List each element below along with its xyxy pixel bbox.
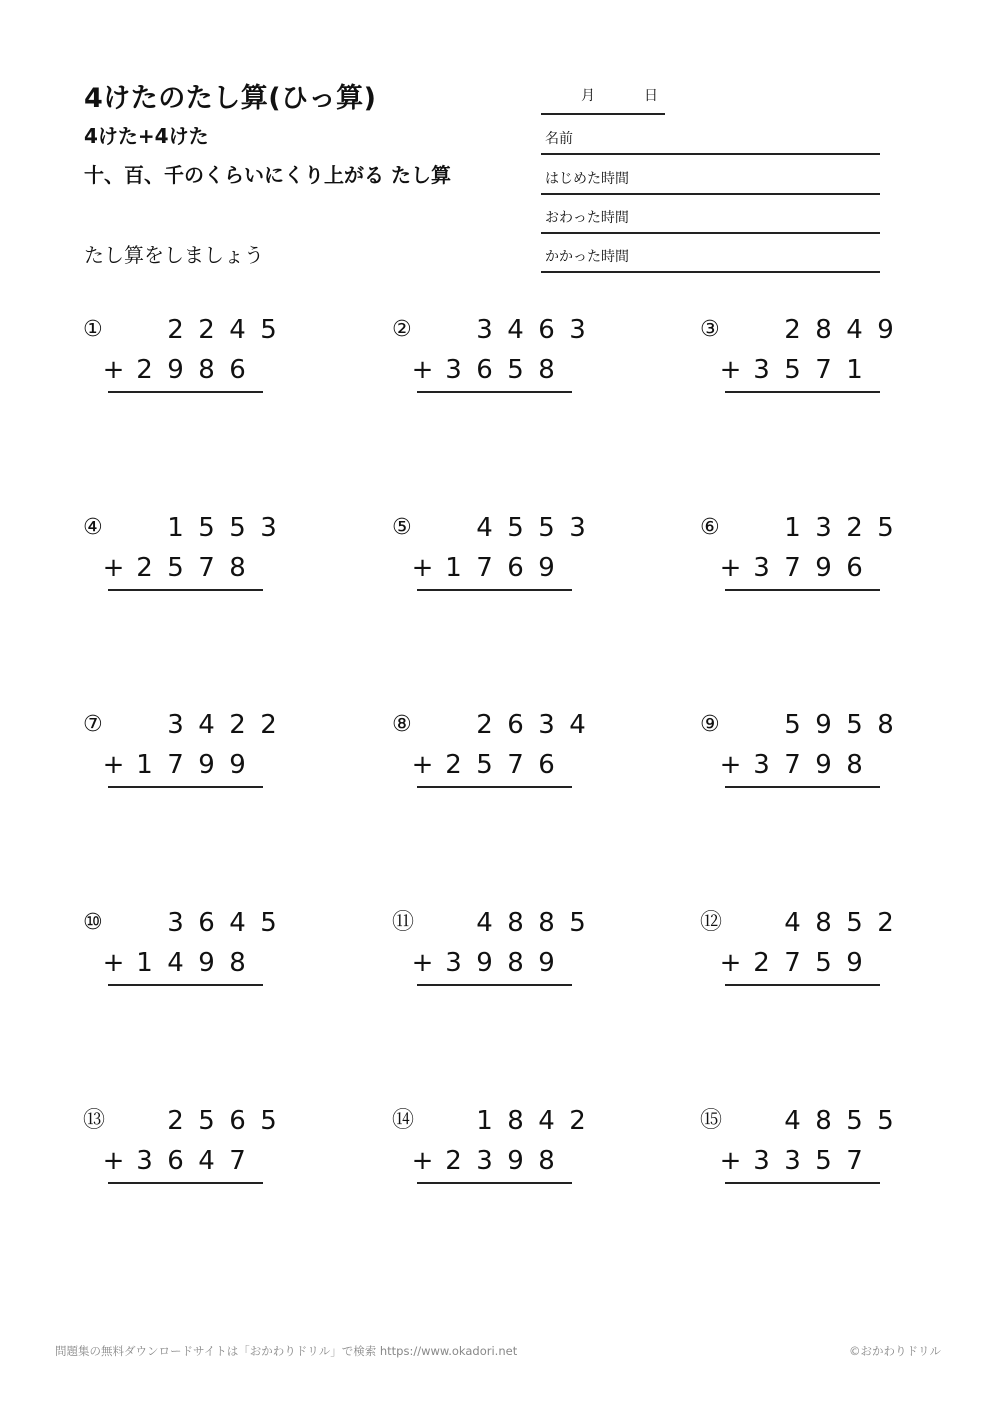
answer-line[interactable] <box>108 391 263 393</box>
end-time-field[interactable] <box>541 194 880 234</box>
digit: 6 <box>538 315 555 345</box>
digit: 5 <box>538 513 555 543</box>
digit: 2 <box>445 1146 462 1176</box>
digit: 3 <box>753 750 770 780</box>
problem-number: ⑪ <box>392 910 415 935</box>
digit: 8 <box>877 710 894 740</box>
digit: 5 <box>815 1146 832 1176</box>
addend-top <box>438 514 593 542</box>
digit: 5 <box>815 948 832 978</box>
digit: 4 <box>198 710 215 740</box>
digit: 3 <box>753 553 770 583</box>
digit: 9 <box>198 750 215 780</box>
digit: 5 <box>167 553 184 583</box>
digit: 5 <box>198 1106 215 1136</box>
digit: 4 <box>167 948 184 978</box>
digit: 2 <box>476 710 493 740</box>
digit: 2 <box>445 750 462 780</box>
digit: 3 <box>167 710 184 740</box>
digit: 9 <box>877 315 894 345</box>
digit: 3 <box>784 1146 801 1176</box>
digit: 9 <box>815 710 832 740</box>
digit: 2 <box>136 355 153 385</box>
addend-top <box>129 514 284 542</box>
digit: 3 <box>753 355 770 385</box>
start-time-field[interactable] <box>541 155 880 195</box>
plus-sign: + <box>411 355 434 385</box>
name-field[interactable] <box>541 115 880 155</box>
addend-bottom <box>715 1147 870 1175</box>
digit: 9 <box>167 355 184 385</box>
answer-line[interactable] <box>417 589 572 591</box>
digit: 4 <box>229 315 246 345</box>
elapsed-time-label: かかった時間 <box>545 249 629 265</box>
digit: 3 <box>569 513 586 543</box>
digit: 5 <box>198 513 215 543</box>
digit: 8 <box>507 908 524 938</box>
addend-bottom <box>407 751 562 779</box>
digit: 3 <box>476 1146 493 1176</box>
digit: 2 <box>753 948 770 978</box>
digit: 5 <box>507 513 524 543</box>
addition-problem <box>83 514 303 594</box>
problem-number: ⑥ <box>700 515 720 540</box>
addition-problem <box>700 316 920 396</box>
problem-number: ⑨ <box>700 712 720 737</box>
digit: 4 <box>229 908 246 938</box>
addend-top <box>438 316 593 344</box>
answer-line[interactable] <box>417 984 572 986</box>
problem-number: ⑩ <box>83 910 103 935</box>
plus-sign: + <box>719 948 742 978</box>
plus-sign: + <box>102 750 125 780</box>
digit: 7 <box>507 750 524 780</box>
digit: 3 <box>753 1146 770 1176</box>
addend-bottom <box>715 356 870 384</box>
digit: 3 <box>167 908 184 938</box>
digit: 3 <box>569 315 586 345</box>
addend-top <box>129 909 284 937</box>
plus-sign: + <box>719 1146 742 1176</box>
digit: 6 <box>198 908 215 938</box>
addend-top <box>746 1107 901 1135</box>
worksheet-subtitle-carry: 十、百、千のくらいにくり上がる たし算 <box>84 163 451 187</box>
name-label: 名前 <box>545 131 573 147</box>
digit: 5 <box>877 513 894 543</box>
digit: 6 <box>229 355 246 385</box>
addition-problem <box>700 909 920 989</box>
addition-problem <box>392 316 612 396</box>
answer-line[interactable] <box>417 786 572 788</box>
addend-bottom <box>407 356 562 384</box>
answer-line[interactable] <box>725 786 880 788</box>
addition-problem <box>392 514 612 594</box>
addition-problem <box>392 909 612 989</box>
digit: 7 <box>784 553 801 583</box>
digit: 5 <box>846 710 863 740</box>
plus-sign: + <box>411 553 434 583</box>
digit: 5 <box>476 750 493 780</box>
answer-line[interactable] <box>108 984 263 986</box>
digit: 5 <box>846 908 863 938</box>
addend-bottom <box>407 949 562 977</box>
digit: 1 <box>445 553 462 583</box>
digit: 6 <box>507 553 524 583</box>
problem-number: ① <box>83 317 103 342</box>
digit: 4 <box>846 315 863 345</box>
addend-top <box>746 514 901 542</box>
answer-line[interactable] <box>725 589 880 591</box>
plus-sign: + <box>102 1146 125 1176</box>
addend-bottom <box>98 751 253 779</box>
problem-number: ⑤ <box>392 515 412 540</box>
digit: 9 <box>198 948 215 978</box>
footer-copyright: ©おかわりドリル <box>849 1344 941 1358</box>
plus-sign: + <box>411 948 434 978</box>
digit: 8 <box>538 1146 555 1176</box>
problem-number: ⑮ <box>700 1108 723 1133</box>
digit: 2 <box>260 710 277 740</box>
digit: 7 <box>167 750 184 780</box>
digit: 2 <box>136 553 153 583</box>
addend-top <box>438 711 593 739</box>
problem-number: ④ <box>83 515 103 540</box>
digit: 5 <box>260 315 277 345</box>
digit: 6 <box>167 1146 184 1176</box>
digit: 9 <box>538 553 555 583</box>
digit: 8 <box>815 1106 832 1136</box>
digit: 6 <box>229 1106 246 1136</box>
digit: 4 <box>569 710 586 740</box>
digit: 9 <box>229 750 246 780</box>
answer-line[interactable] <box>417 1182 572 1184</box>
digit: 8 <box>815 315 832 345</box>
digit: 8 <box>198 355 215 385</box>
addend-bottom <box>98 554 253 582</box>
start-time-label: はじめた時間 <box>545 171 629 187</box>
digit: 6 <box>507 710 524 740</box>
digit: 1 <box>167 513 184 543</box>
addition-problem <box>392 1107 612 1187</box>
problem-number: ⑧ <box>392 712 412 737</box>
digit: 2 <box>167 1106 184 1136</box>
plus-sign: + <box>411 1146 434 1176</box>
digit: 5 <box>569 908 586 938</box>
digit: 2 <box>167 315 184 345</box>
footer-download-note: 問題集の無料ダウンロードサイトは「おかわりドリル」で検索 https://www.okadori.net <box>55 1344 518 1358</box>
addend-top <box>129 1107 284 1135</box>
digit: 7 <box>815 355 832 385</box>
digit: 8 <box>507 948 524 978</box>
digit: 5 <box>784 710 801 740</box>
digit: 3 <box>445 355 462 385</box>
digit: 5 <box>260 908 277 938</box>
addend-top <box>129 316 284 344</box>
digit: 1 <box>136 750 153 780</box>
digit: 4 <box>507 315 524 345</box>
answer-line[interactable] <box>725 391 880 393</box>
digit: 4 <box>784 1106 801 1136</box>
digit: 9 <box>815 553 832 583</box>
addend-top <box>746 711 901 739</box>
answer-line[interactable] <box>417 391 572 393</box>
problem-number: ② <box>392 317 412 342</box>
digit: 7 <box>198 553 215 583</box>
digit: 8 <box>229 553 246 583</box>
digit: 7 <box>784 750 801 780</box>
digit: 9 <box>538 948 555 978</box>
digit: 2 <box>784 315 801 345</box>
digit: 9 <box>476 948 493 978</box>
plus-sign: + <box>719 750 742 780</box>
elapsed-time-field[interactable] <box>541 233 880 273</box>
digit: 9 <box>846 948 863 978</box>
end-time-label: おわった時間 <box>545 210 629 226</box>
addend-bottom <box>98 949 253 977</box>
addend-bottom <box>98 1147 253 1175</box>
digit: 8 <box>815 908 832 938</box>
problem-number: ⑭ <box>392 1108 415 1133</box>
worksheet-title: 4けたのたし算(ひっ算) <box>84 83 377 114</box>
answer-line[interactable] <box>108 786 263 788</box>
addend-top <box>438 1107 593 1135</box>
digit: 7 <box>784 948 801 978</box>
digit: 1 <box>136 948 153 978</box>
digit: 1 <box>476 1106 493 1136</box>
digit: 7 <box>229 1146 246 1176</box>
plus-sign: + <box>719 553 742 583</box>
addend-top <box>438 909 593 937</box>
digit: 5 <box>877 1106 894 1136</box>
digit: 2 <box>877 908 894 938</box>
digit: 1 <box>846 355 863 385</box>
addend-bottom <box>715 751 870 779</box>
answer-line[interactable] <box>725 984 880 986</box>
addition-problem <box>83 1107 303 1187</box>
answer-line[interactable] <box>108 589 263 591</box>
digit: 5 <box>507 355 524 385</box>
digit: 7 <box>476 553 493 583</box>
digit: 3 <box>815 513 832 543</box>
problem-number: ⑫ <box>700 910 723 935</box>
digit: 7 <box>846 1146 863 1176</box>
digit: 5 <box>229 513 246 543</box>
answer-line[interactable] <box>725 1182 880 1184</box>
problem-number: ③ <box>700 317 720 342</box>
digit: 4 <box>538 1106 555 1136</box>
digit: 8 <box>538 355 555 385</box>
digit: 3 <box>476 315 493 345</box>
problem-number: ⑦ <box>83 712 103 737</box>
addend-top <box>746 909 901 937</box>
digit: 4 <box>784 908 801 938</box>
digit: 1 <box>784 513 801 543</box>
addend-bottom <box>407 554 562 582</box>
digit: 5 <box>784 355 801 385</box>
date-field[interactable] <box>541 73 665 115</box>
digit: 6 <box>476 355 493 385</box>
digit: 8 <box>538 908 555 938</box>
digit: 3 <box>445 948 462 978</box>
addend-bottom <box>98 356 253 384</box>
digit: 5 <box>260 1106 277 1136</box>
digit: 8 <box>846 750 863 780</box>
addition-problem <box>83 316 303 396</box>
digit: 3 <box>136 1146 153 1176</box>
digit: 2 <box>846 513 863 543</box>
addend-top <box>746 316 901 344</box>
addition-problem <box>700 514 920 594</box>
digit: 6 <box>846 553 863 583</box>
problem-number: ⑬ <box>83 1108 106 1133</box>
plus-sign: + <box>411 750 434 780</box>
digit: 8 <box>229 948 246 978</box>
digit: 9 <box>815 750 832 780</box>
digit: 3 <box>260 513 277 543</box>
digit: 4 <box>476 513 493 543</box>
plus-sign: + <box>719 355 742 385</box>
plus-sign: + <box>102 355 125 385</box>
plus-sign: + <box>102 948 125 978</box>
digit: 2 <box>569 1106 586 1136</box>
addend-bottom <box>407 1147 562 1175</box>
digit: 3 <box>538 710 555 740</box>
addition-problem <box>700 711 920 791</box>
digit: 6 <box>538 750 555 780</box>
addition-problem <box>83 909 303 989</box>
addition-problem <box>392 711 612 791</box>
digit: 4 <box>476 908 493 938</box>
digit: 9 <box>507 1146 524 1176</box>
digit: 8 <box>507 1106 524 1136</box>
digit: 2 <box>198 315 215 345</box>
digit: 2 <box>229 710 246 740</box>
plus-sign: + <box>102 553 125 583</box>
month-label: 月 <box>581 88 595 104</box>
addend-bottom <box>715 554 870 582</box>
addend-bottom <box>715 949 870 977</box>
addition-problem <box>83 711 303 791</box>
instruction-text: たし算をしましょう <box>84 243 264 267</box>
addition-problem <box>700 1107 920 1187</box>
digit: 4 <box>198 1146 215 1176</box>
addend-top <box>129 711 284 739</box>
digit: 5 <box>846 1106 863 1136</box>
worksheet-subtitle-digits: 4けた+4けた <box>84 124 209 148</box>
answer-line[interactable] <box>108 1182 263 1184</box>
day-label: 日 <box>644 88 658 104</box>
